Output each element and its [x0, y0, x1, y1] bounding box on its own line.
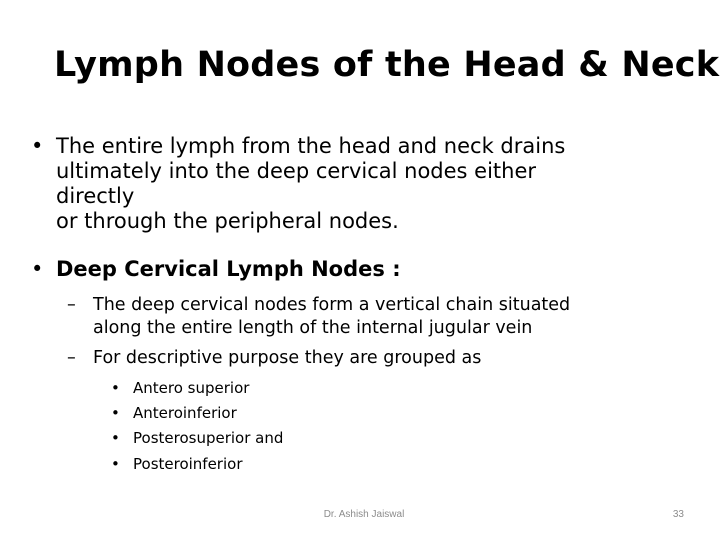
bullet-text: Deep Cervical Lymph Nodes :: [56, 257, 401, 281]
bullet-text: Posterosuperior and: [133, 429, 284, 447]
bullet-dot-icon: •: [111, 429, 120, 447]
group-item-posterosuperior: [111, 428, 533, 449]
bullet-deep-cervical-heading: [31, 257, 696, 282]
group-item-antero-superior: [111, 378, 533, 399]
page-number: 33: [672, 509, 684, 520]
bullet-dot-icon: •: [111, 404, 120, 422]
subbullet-descriptive-purpose: [67, 347, 703, 370]
dash-icon: –: [67, 295, 76, 315]
bullet-line: along the entire length of the internal jugular vein: [93, 318, 533, 338]
bullet-dot-icon: •: [31, 134, 44, 158]
bullet-lymph-drainage: [31, 134, 696, 234]
bullet-text: For descriptive purpose they are grouped as: [93, 348, 482, 368]
subbullet-vertical-chain: [67, 294, 703, 340]
slide-title: Lymph Nodes of the Head & Neck: [54, 45, 720, 85]
bullet-line: ultimately into the deep cervical nodes either: [56, 159, 537, 183]
bullet-line: or through the peripheral nodes.: [56, 209, 399, 233]
bullet-text: Posteroinferior: [133, 455, 243, 473]
group-item-posteroinferior: [111, 454, 533, 475]
bullet-text: [93, 294, 703, 340]
bullet-line: The deep cervical nodes form a vertical chain situated: [93, 295, 571, 315]
footer-author: Dr. Ashish Jaiswal: [323, 509, 405, 520]
bullet-dot-icon: •: [31, 257, 44, 281]
bullet-text: Anteroinferior: [133, 404, 237, 422]
bullet-line: directly: [56, 184, 135, 208]
bullet-line: The entire lymph from the head and neck drains: [56, 134, 566, 158]
group-item-anteroinferior: [111, 403, 533, 424]
bullet-dot-icon: •: [111, 455, 120, 473]
bullet-text: Antero superior: [133, 379, 250, 397]
bullet-dot-icon: •: [111, 379, 120, 397]
bullet-text: [56, 134, 696, 234]
dash-icon: –: [67, 348, 76, 368]
